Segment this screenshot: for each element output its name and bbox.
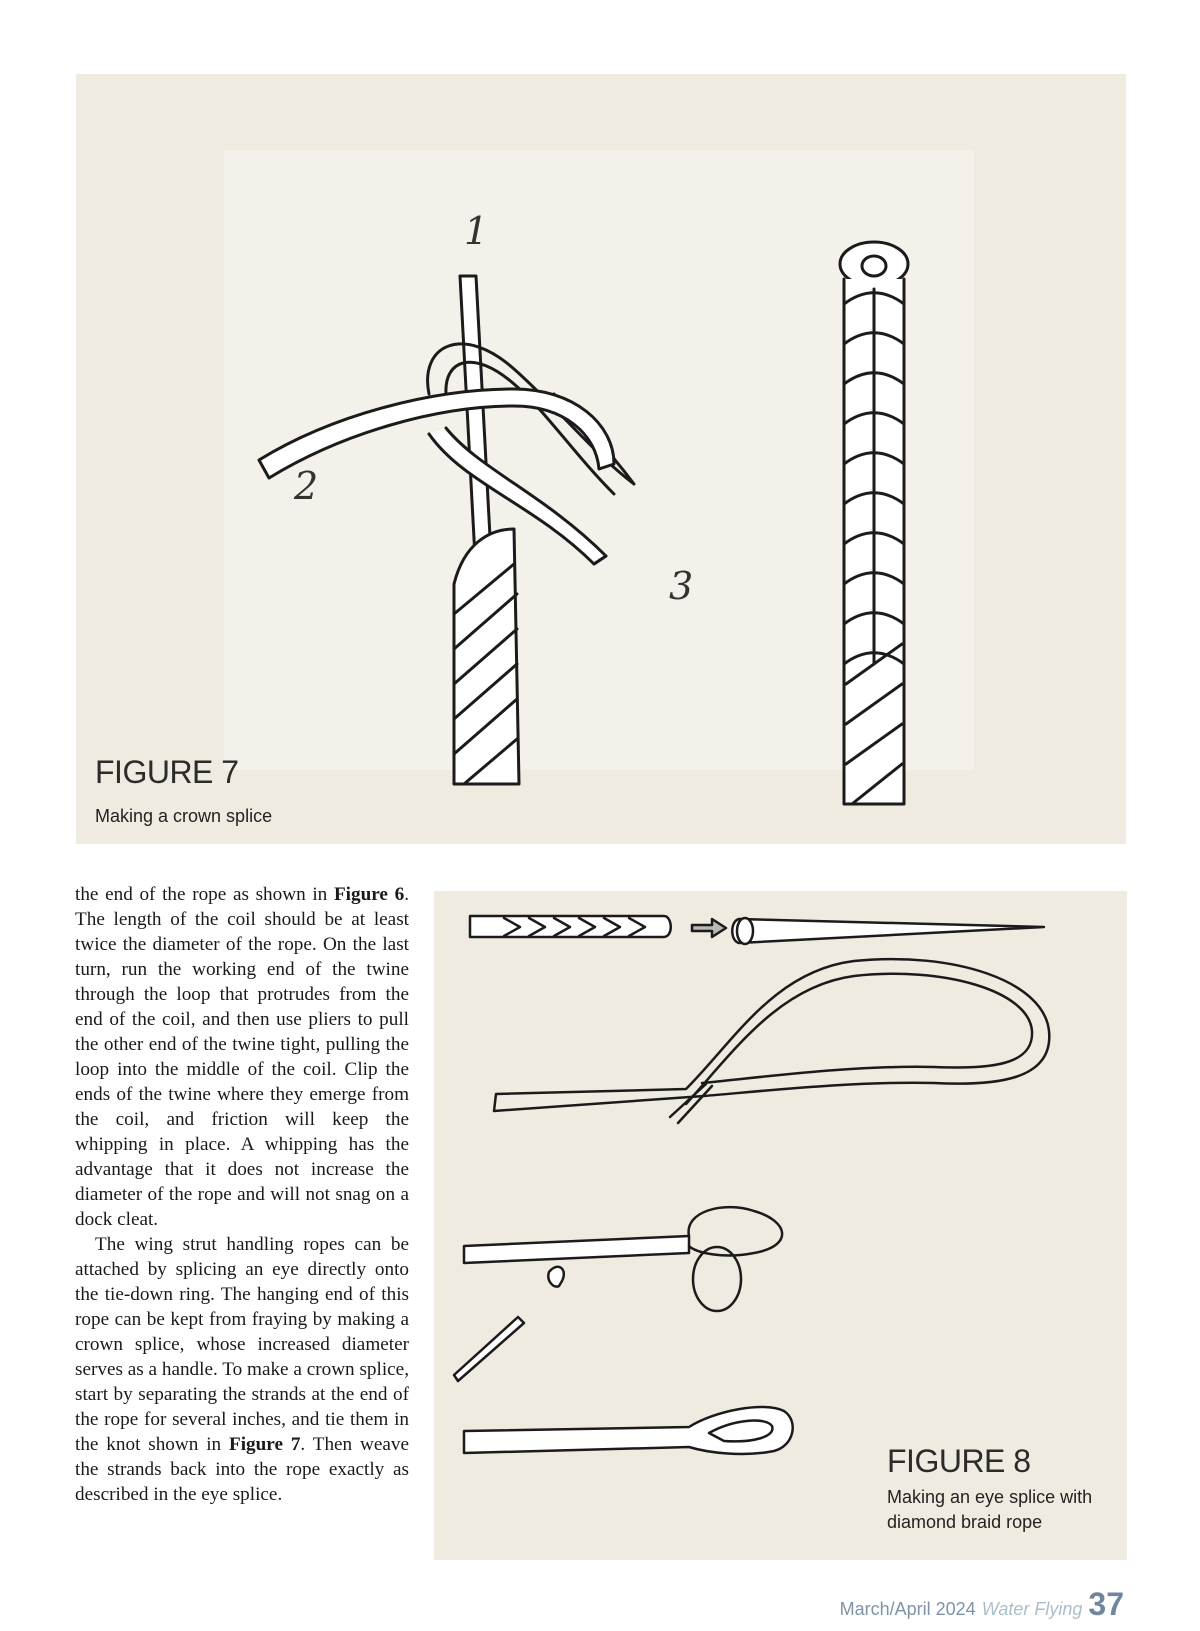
- figure-6-reference: Figure 6: [333, 884, 405, 905]
- strand-label-2: 2: [294, 464, 319, 508]
- strand-label-3: 3: [669, 564, 694, 608]
- issue-date: March/April 2024: [839, 1599, 976, 1619]
- figure-8-title: FIGURE 8: [887, 1443, 1031, 1479]
- figure-7-caption: Making a crown splice: [95, 806, 273, 826]
- figure-8-panel: [434, 891, 1127, 1560]
- paragraph-2: The wing strut handling ropes can be attached by splicing an eye directly onto the tie-down ring. The hanging end of this rope can be kept from fraying by making a crown splice, whose increased diameter serves as a handle. To make a crown splice, start by separating the strands at the end of the rope for several inches, and tie them in the knot shown in Figure 7. Then weave the strands back into the rope exactly as described in the eye splice.: [75, 1234, 409, 1505]
- paragraph-1: the end of the rope as shown in Figure 6. The length of the coil should be at least twice the diameter of the rope. On the last turn, run the working end of the twine through the loop that protrudes from the end of the coil, and then use pliers to pull the other end of the twine tight, pulling the loop into the middle of the coil. Clip the ends of the twine where they emerge from the coil, and friction will keep the whipping in place. A whipping has the advantage that it does not increase the diameter of the rope and will not snag on a dock cleat.: [75, 884, 409, 1230]
- strand-label-1: 1: [464, 209, 489, 253]
- figure-7-title: FIGURE 7: [95, 754, 239, 790]
- figure-7-reference: Figure 7: [228, 1434, 301, 1455]
- article-body-text: [75, 882, 409, 1507]
- figure-8-caption: Making an eye splice with diamond braid rope: [887, 1487, 1093, 1532]
- figure-7-panel: [76, 74, 1126, 844]
- page-folio: [840, 1586, 1124, 1623]
- page-number: 37: [1088, 1586, 1124, 1622]
- magazine-name: Water Flying: [981, 1599, 1083, 1619]
- figure-7-illustration: [214, 144, 1054, 854]
